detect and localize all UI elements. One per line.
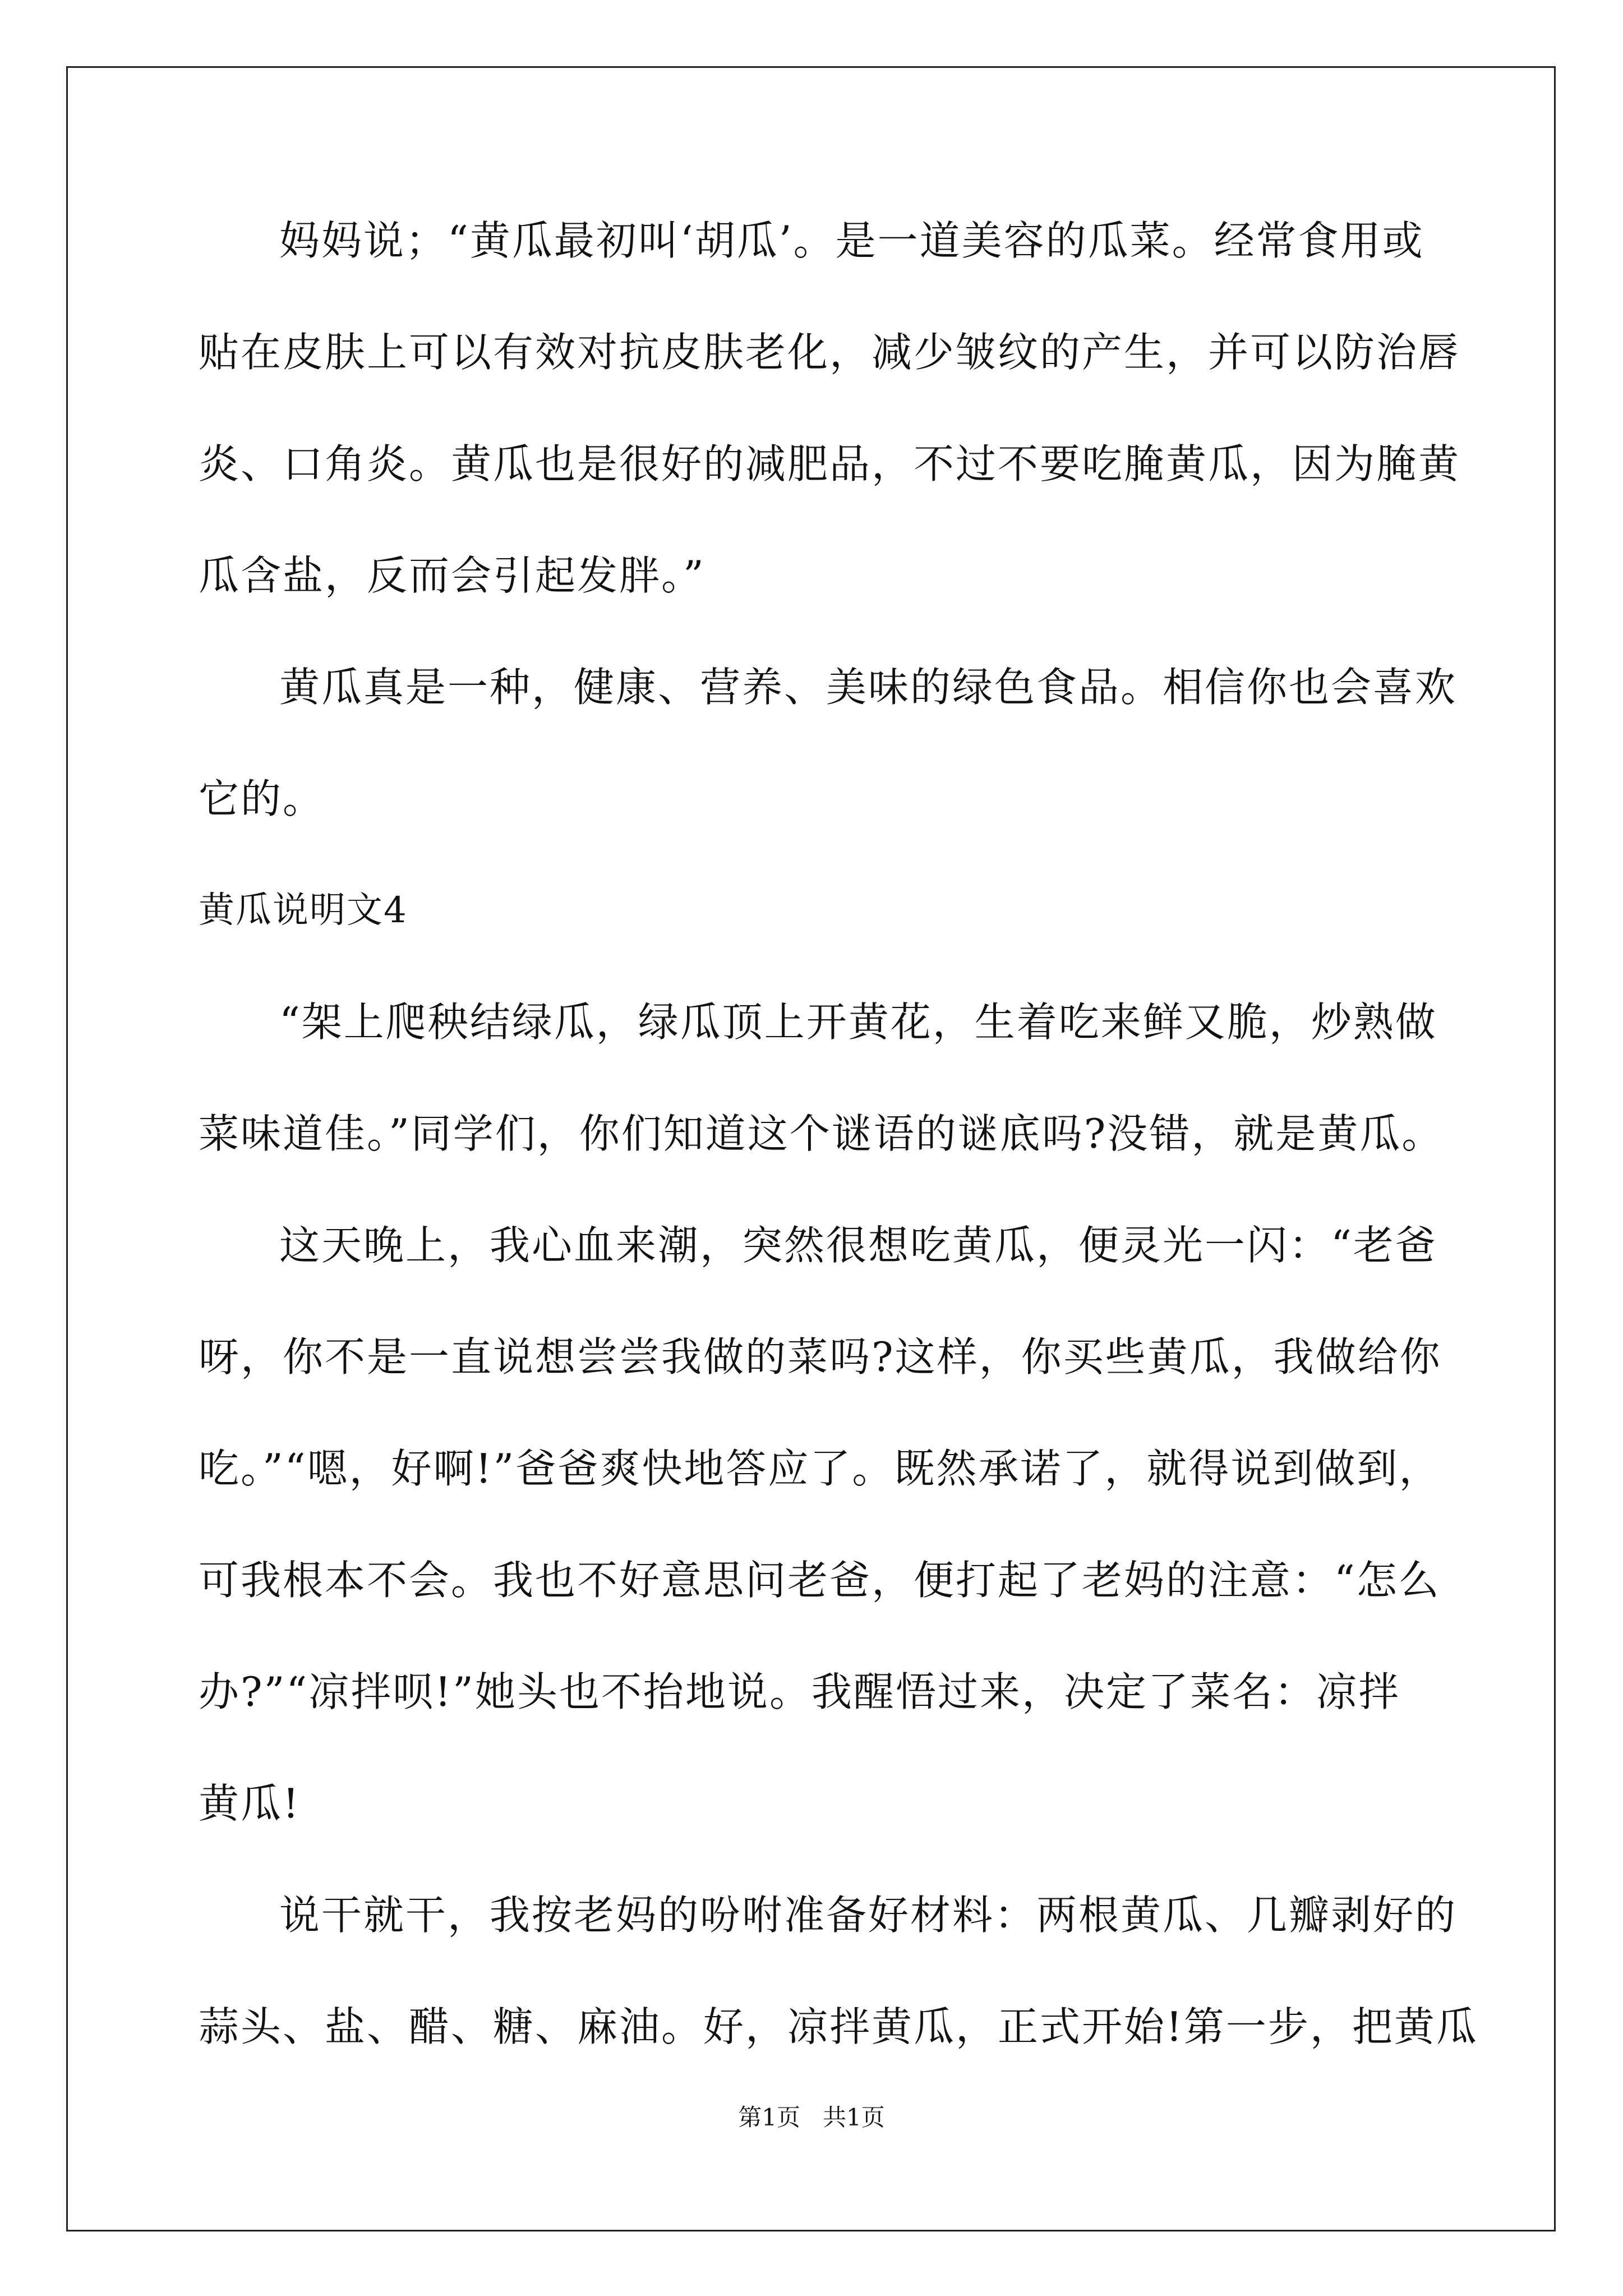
text-line: 可我根本不会。我也不好意思问老爸，便打起了老妈的注意：“怎么 <box>199 1557 1441 1604</box>
text-line: 蒜头、盐、醋、糖、麻油。好，凉拌黄瓜，正式开始!第一步，把黄瓜 <box>199 2003 1478 2050</box>
text-line: 说干就干，我按老妈的吩咐准备好材料：两根黄瓜、几瓣剥好的 <box>279 1892 1458 1939</box>
text-line: 黄瓜真是一种，健康、营养、美味的绿色食品。相信你也会喜欢 <box>279 664 1458 711</box>
text-line: 菜味道佳。”同学们，你们知道这个谜语的谜底吗?没错，就是黄瓜。 <box>199 1110 1444 1157</box>
text-line: 办?”“凉拌呗!”她头也不抬地说。我醒悟过来，决定了菜名：凉拌 <box>199 1668 1400 1715</box>
document-body <box>199 185 1478 2083</box>
section-heading: 黄瓜说明文4 <box>199 890 408 931</box>
page-footer: 第1页 共1页 <box>738 2104 885 2131</box>
text-line: 黄瓜! <box>199 1780 301 1827</box>
text-line: 它的。 <box>199 775 325 822</box>
text-line: 呀，你不是一直说想尝尝我做的菜吗?这样，你买些黄瓜，我做给你 <box>199 1333 1442 1381</box>
text-line: 瓜含盐，反而会引起发胖。” <box>199 552 706 599</box>
text-line: “架上爬秧结绿瓜，绿瓜顶上开黄花，生着吃来鲜又脆，炒熟做 <box>279 999 1437 1046</box>
text-line: 妈妈说；“黄瓜最初叫‘胡瓜’。是一道美容的瓜菜。经常食用或 <box>279 217 1424 264</box>
text-line: 这天晚上，我心血来潮，突然很想吃黄瓜，便灵光一闪：“老爸 <box>279 1222 1437 1269</box>
text-line: 炎、口角炎。黄瓜也是很好的减肥品，不过不要吃腌黄瓜，因为腌黄 <box>199 440 1461 487</box>
text-line: 贴在皮肤上可以有效对抗皮肤老化，减少皱纹的产生，并可以防治唇 <box>199 329 1461 376</box>
text-line: 吃。”“嗯，好啊!”爸爸爽快地答应了。既然承诺了，就得说到做到， <box>199 1445 1441 1492</box>
